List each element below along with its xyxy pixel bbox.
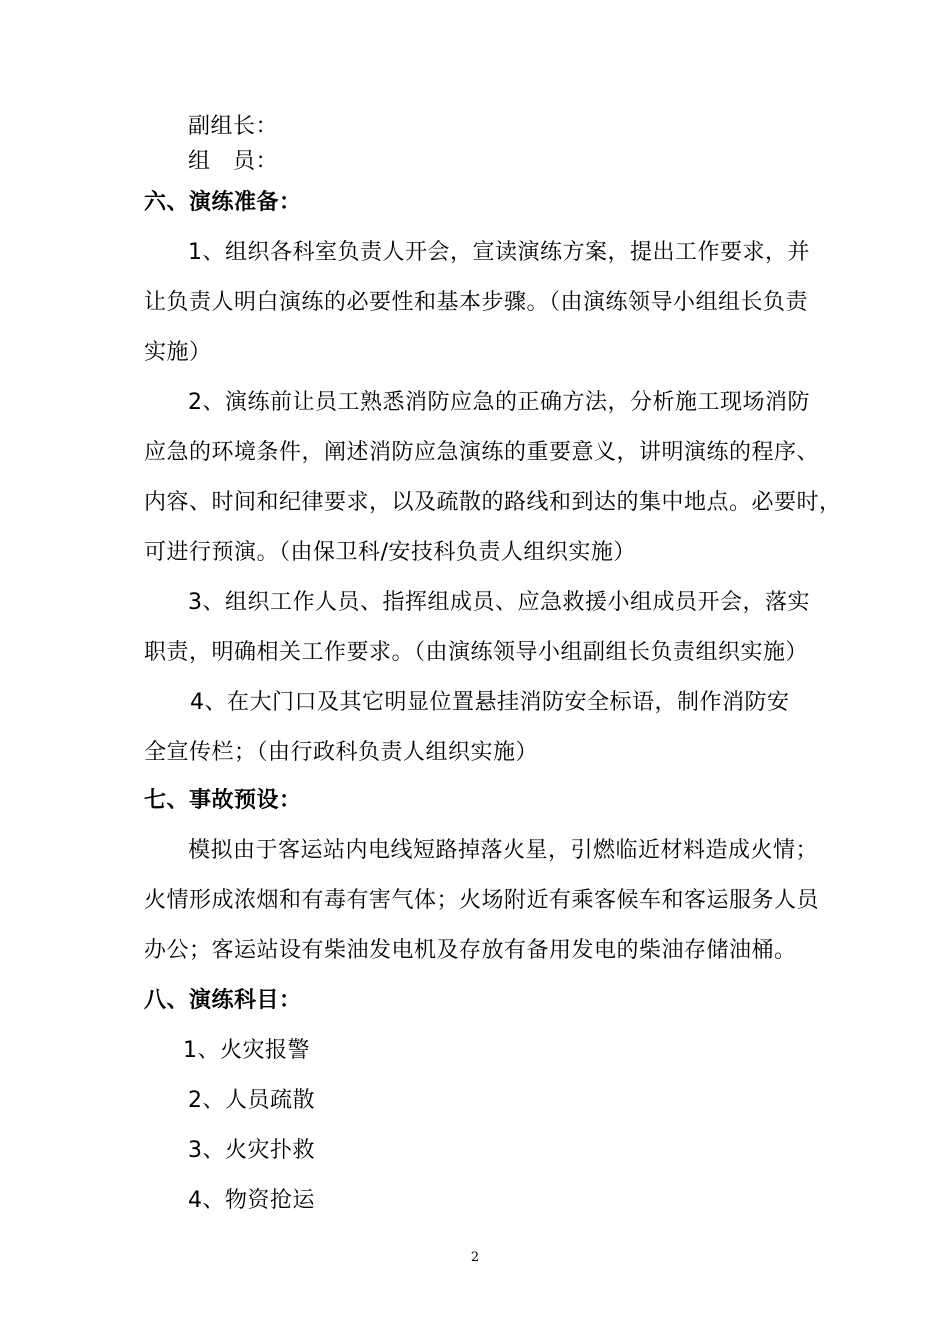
members-label: 组 员： (188, 149, 279, 174)
paragraph-line: 火情形成浓烟和有毒有害气体；火场附近有乘客候车和客运服务人员 (144, 888, 820, 913)
paragraph-line: 2、演练前让员工熟悉消防应急的正确方法，分析施工现场消防 (188, 390, 810, 415)
paragraph-line: 办公；客运站设有柴油发电机及存放有备用发电的柴油存储油桶。 (144, 938, 797, 963)
page-number: 2 (470, 1250, 480, 1265)
list-item: 2、人员疏散 (188, 1088, 315, 1113)
paragraph-line: 1、组织各科室负责人开会，宣读演练方案，提出工作要求，并 (188, 240, 810, 265)
paragraph-line: 全宣传栏；（由行政科负责人组织实施） (144, 740, 539, 765)
section-heading-preparation: 六、演练准备： (144, 190, 302, 215)
section-heading-incident: 七、事故预设： (144, 788, 302, 813)
paragraph-line: 职责，明确相关工作要求。（由演练领导小组副组长负责组织实施） (144, 640, 809, 665)
paragraph-line: 模拟由于客运站内电线短路掉落火星，引燃临近材料造成火情； (188, 838, 819, 863)
paragraph-line: 应急的环境条件，阐述消防应急演练的重要意义，讲明演练的程序、 (144, 440, 820, 465)
paragraph-line: 实施） (144, 340, 212, 365)
paragraph-line: 让负责人明白演练的必要性和基本步骤。（由演练领导小组组长负责 (144, 290, 809, 315)
paragraph-line: 3、组织工作人员、指挥组成员、应急救援小组成员开会，落实 (188, 590, 810, 615)
list-item: 3、火灾扑救 (188, 1138, 315, 1163)
list-item: 1、火灾报警 (183, 1038, 310, 1063)
paragraph-line: 可进行预演。（由保卫科/安技科负责人组织实施） (144, 540, 636, 565)
paragraph-line: 内容、时间和纪律要求，以及疏散的路线和到达的集中地点。必要时， (144, 490, 842, 515)
paragraph-line: 4、在大门口及其它明显位置悬挂消防安全标语，制作消防安 (190, 690, 790, 715)
list-item: 4、物资抢运 (188, 1188, 315, 1213)
section-heading-subjects: 八、演练科目： (144, 988, 302, 1013)
deputy-leader-label: 副组长： (188, 114, 279, 139)
